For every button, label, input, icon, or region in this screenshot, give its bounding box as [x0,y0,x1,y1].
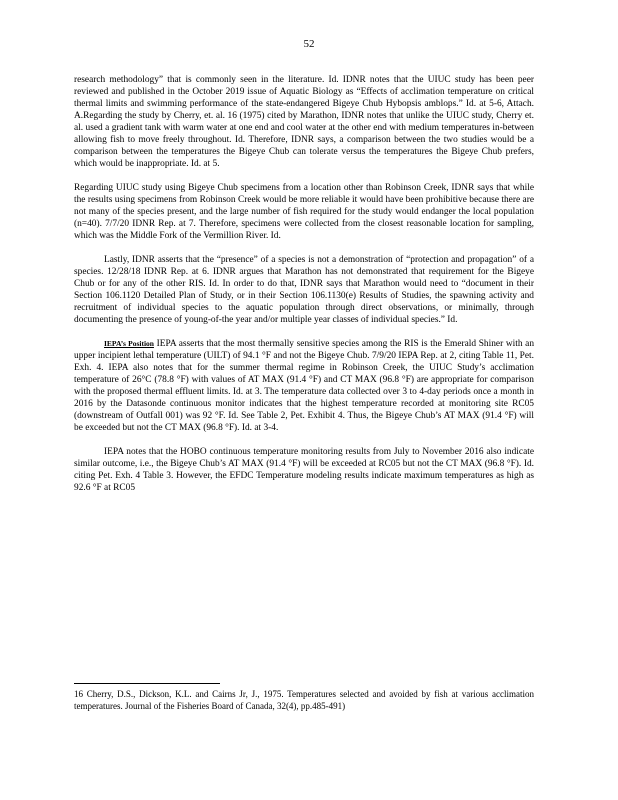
body-text [74,74,534,506]
section-heading: IEPA’s Position [104,339,154,348]
paragraph-protection: Lastly, IDNR asserts that the “presence” of a species is not a demonstration of “protection and propagation” of a species. 12/28/18 IDNR Rep. at 6. IDNR argues that Marathon has not demonstrated that requirement for the Bigeye Chub or for any of the other RIS. Id. In order to do that, IDNR says that Marathon would need to “document in their Section 106.1120 Detailed Plan of Study, or in their Section 106.1130(e) Results of Studies, the spawning activity and recruitment of individual species to the aquatic population through direct observations, or minimally, through documenting the presence of young-of-the year and/or multiple year classes of individual species.” Id. [74,255,534,325]
paragraph-iepa-position [74,338,534,434]
paragraph-methodology: research methodology” that is commonly seen in the literature. Id. IDNR notes that the UIUC study has been peer reviewed and published in the October 2019 issue of Aquatic Biology as “Effects of acclimation temperature on critical thermal limits and swimming performance of the state-endangered Bigeye Chub Hybopsis amblops.” Id. at 5-6, Attach. A.Regarding the study by Cherry, et. al. 16 (1975) cited by Marathon, IDNR notes that unlike the UIUC study, Cherry et. al. used a gradient tank with warm water at one end and cool water at the other end with medium temperatures in-between allowing fish to move freely throughout. Id. Therefore, IDNR says, a comparison between the two studies would be a comparison between the temperatures the Bigeye Chub can tolerate versus the temperatures the Bigeye Chub prefers, which would be inappropriate. Id. at 5. [74,75,534,169]
paragraph-iepa-position-text: IEPA asserts that the most thermally sensitive species among the RIS is the Emerald Shiner with an upper incipient lethal temperature (UILT) of 94.1 °F and not the Bigeye Chub. 7/9/20 IEPA Rep. at 2, citing Table 11, Pet. Exh. 4. IEPA also notes that for the summer thermal regime in Robinson Creek, the UIUC Study’s acclimation temperature of 26°C (78.8 °F) with values of AT MAX (91.4 °F) and CT MAX (96.8 °F) are appropriate for comparison with the proposed thermal effluent limits. Id. at 3. The temperature data collected over 3 to 4-day periods once a month in 2016 by the Datasonde continuous monitor indicates that the highest temperature recorded at monitoring site RC05 (downstream of Outfall 001) was 92 °F. Id. See Table 2, Pet. Exhibit 4. Thus, the Bigeye Chub’s AT MAX (91.4 °F) will be exceeded but not the CT MAX (96.8 °F). Id. at 3-4. [74,339,535,433]
footnote-16: 16 Cherry, D.S., Dickson, K.L. and Cairns Jr, J., 1975. Temperatures selected and avoided by fish at various acclimation temperatures. Journal of the Fisheries Board of Canada, 32(4), pp.485-491) [74,689,534,711]
page-number: 52 [303,38,315,50]
footnote-divider [74,683,220,684]
paragraph-hobo: IEPA notes that the HOBO continuous temperature monitoring results from July to November 2016 also indicate similar outcome, i.e., the Bigeye Chub’s AT MAX (91.4 °F) will be exceeded at RC05 but not the CT MAX (96.8 °F). Id. citing Pet. Exh. 4 Table 3. However, the EFDC Temperature modeling results indicate maximum temperatures as high as 92.6 °F at RC05 [74,447,534,493]
paragraph-specimens: Regarding UIUC study using Bigeye Chub specimens from a location other than Robinson Creek, IDNR says that while the results using specimens from Robinson Creek would be more reliable it would have been prohibitive because there are not many of the species present, and the large number of fish required for the study would endanger the local population (n=40). 7/7/20 IDNR Rep. at 7. Therefore, specimens were collected from the closest reasonable location for sampling, which was the Middle Fork of the Vermillion River. Id. [74,183,534,241]
